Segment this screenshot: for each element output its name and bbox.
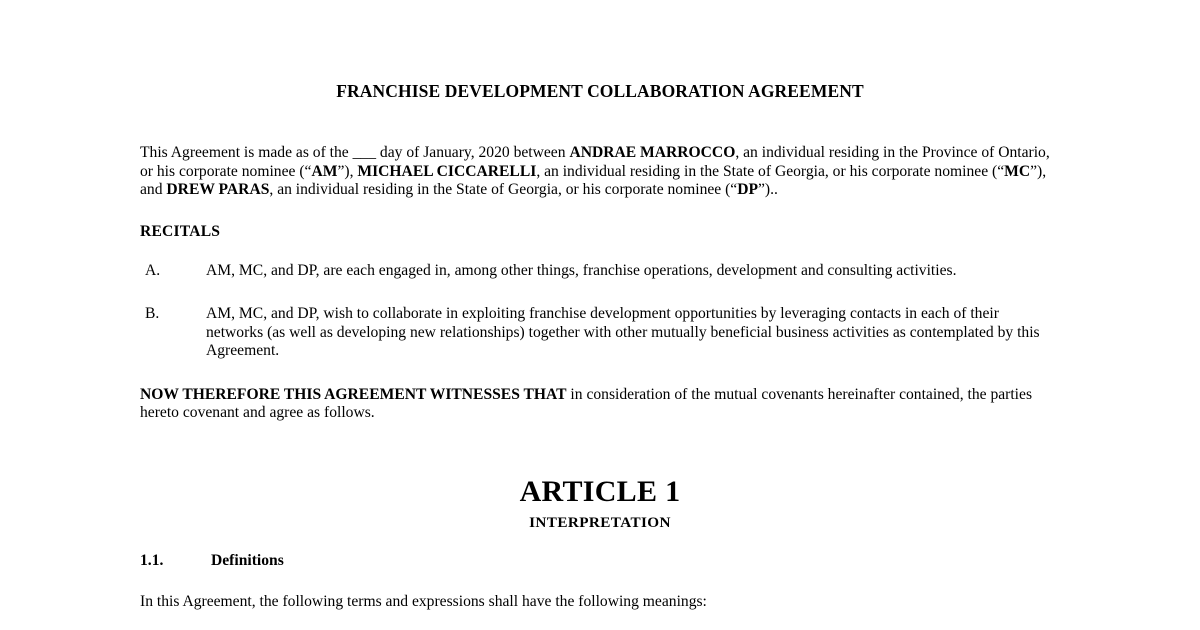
party-abbr-am: AM bbox=[311, 162, 338, 180]
recital-item-a bbox=[140, 241, 1060, 281]
intro-segment-3: ”), bbox=[337, 162, 358, 180]
now-therefore-paragraph bbox=[140, 361, 1060, 423]
definitions-intro-paragraph: In this Agreement, the following terms and expressions shall have the following meanings: bbox=[140, 592, 707, 610]
recital-text-a: AM, MC, and DP, are each engaged in, among other things, franchise operations, development and consulting activities. bbox=[206, 262, 957, 280]
intro-segment-2: , an individual residing in the Province of Ontario, or his corporate nominee (“ bbox=[140, 144, 1050, 180]
now-therefore-rest: in consideration of the mutual covenants hereinafter contained, the parties hereto covenant and agree as follows. bbox=[140, 385, 1033, 422]
intro-segment-6: , an individual residing in the State of Georgia, or his corporate nominee (“ bbox=[269, 181, 738, 199]
recital-label-b: B. bbox=[145, 304, 160, 322]
section-title: Definitions bbox=[211, 551, 284, 569]
party-name-drew-paras: DREW PARAS bbox=[166, 181, 270, 199]
article-heading-block bbox=[140, 423, 1060, 532]
party-name-michael-ciccarelli: MICHAEL CICCARELLI bbox=[357, 162, 537, 180]
party-abbr-mc: MC bbox=[1004, 162, 1031, 180]
recital-text-b: AM, MC, and DP, wish to collaborate in exploiting franchise development opportunities by leveraging contacts in each of their networks (as well as developing new relationships) together with other mutually beneficial business activities as contemplated by this Agreement. bbox=[206, 304, 1040, 360]
page-title: FRANCHISE DEVELOPMENT COLLABORATION AGREEMENT bbox=[336, 81, 864, 101]
article-title: ARTICLE 1 bbox=[519, 474, 681, 508]
intro-segment-5: ”), and bbox=[140, 162, 1047, 199]
now-therefore-lead: NOW THEREFORE THIS AGREEMENT WITNESSES THAT bbox=[140, 385, 567, 403]
recital-label-a: A. bbox=[145, 262, 161, 280]
intro-segment-4: , an individual residing in the State of Georgia, or his corporate nominee (“ bbox=[536, 162, 1005, 180]
section-number: 1.1. bbox=[140, 551, 164, 569]
intro-segment-1: This Agreement is made as of the ___ day of January, 2020 between bbox=[140, 144, 570, 161]
party-name-andrae-marrocco: ANDRAE MARROCCO bbox=[569, 144, 736, 161]
recital-item-b bbox=[140, 281, 1060, 361]
section-heading-1-1 bbox=[140, 532, 1060, 571]
intro-segment-7: ”).. bbox=[758, 181, 778, 199]
article-subtitle: INTERPRETATION bbox=[529, 513, 671, 531]
intro-paragraph bbox=[140, 102, 1060, 200]
party-abbr-dp: DP bbox=[737, 181, 759, 199]
recitals-heading: RECITALS bbox=[140, 222, 221, 240]
